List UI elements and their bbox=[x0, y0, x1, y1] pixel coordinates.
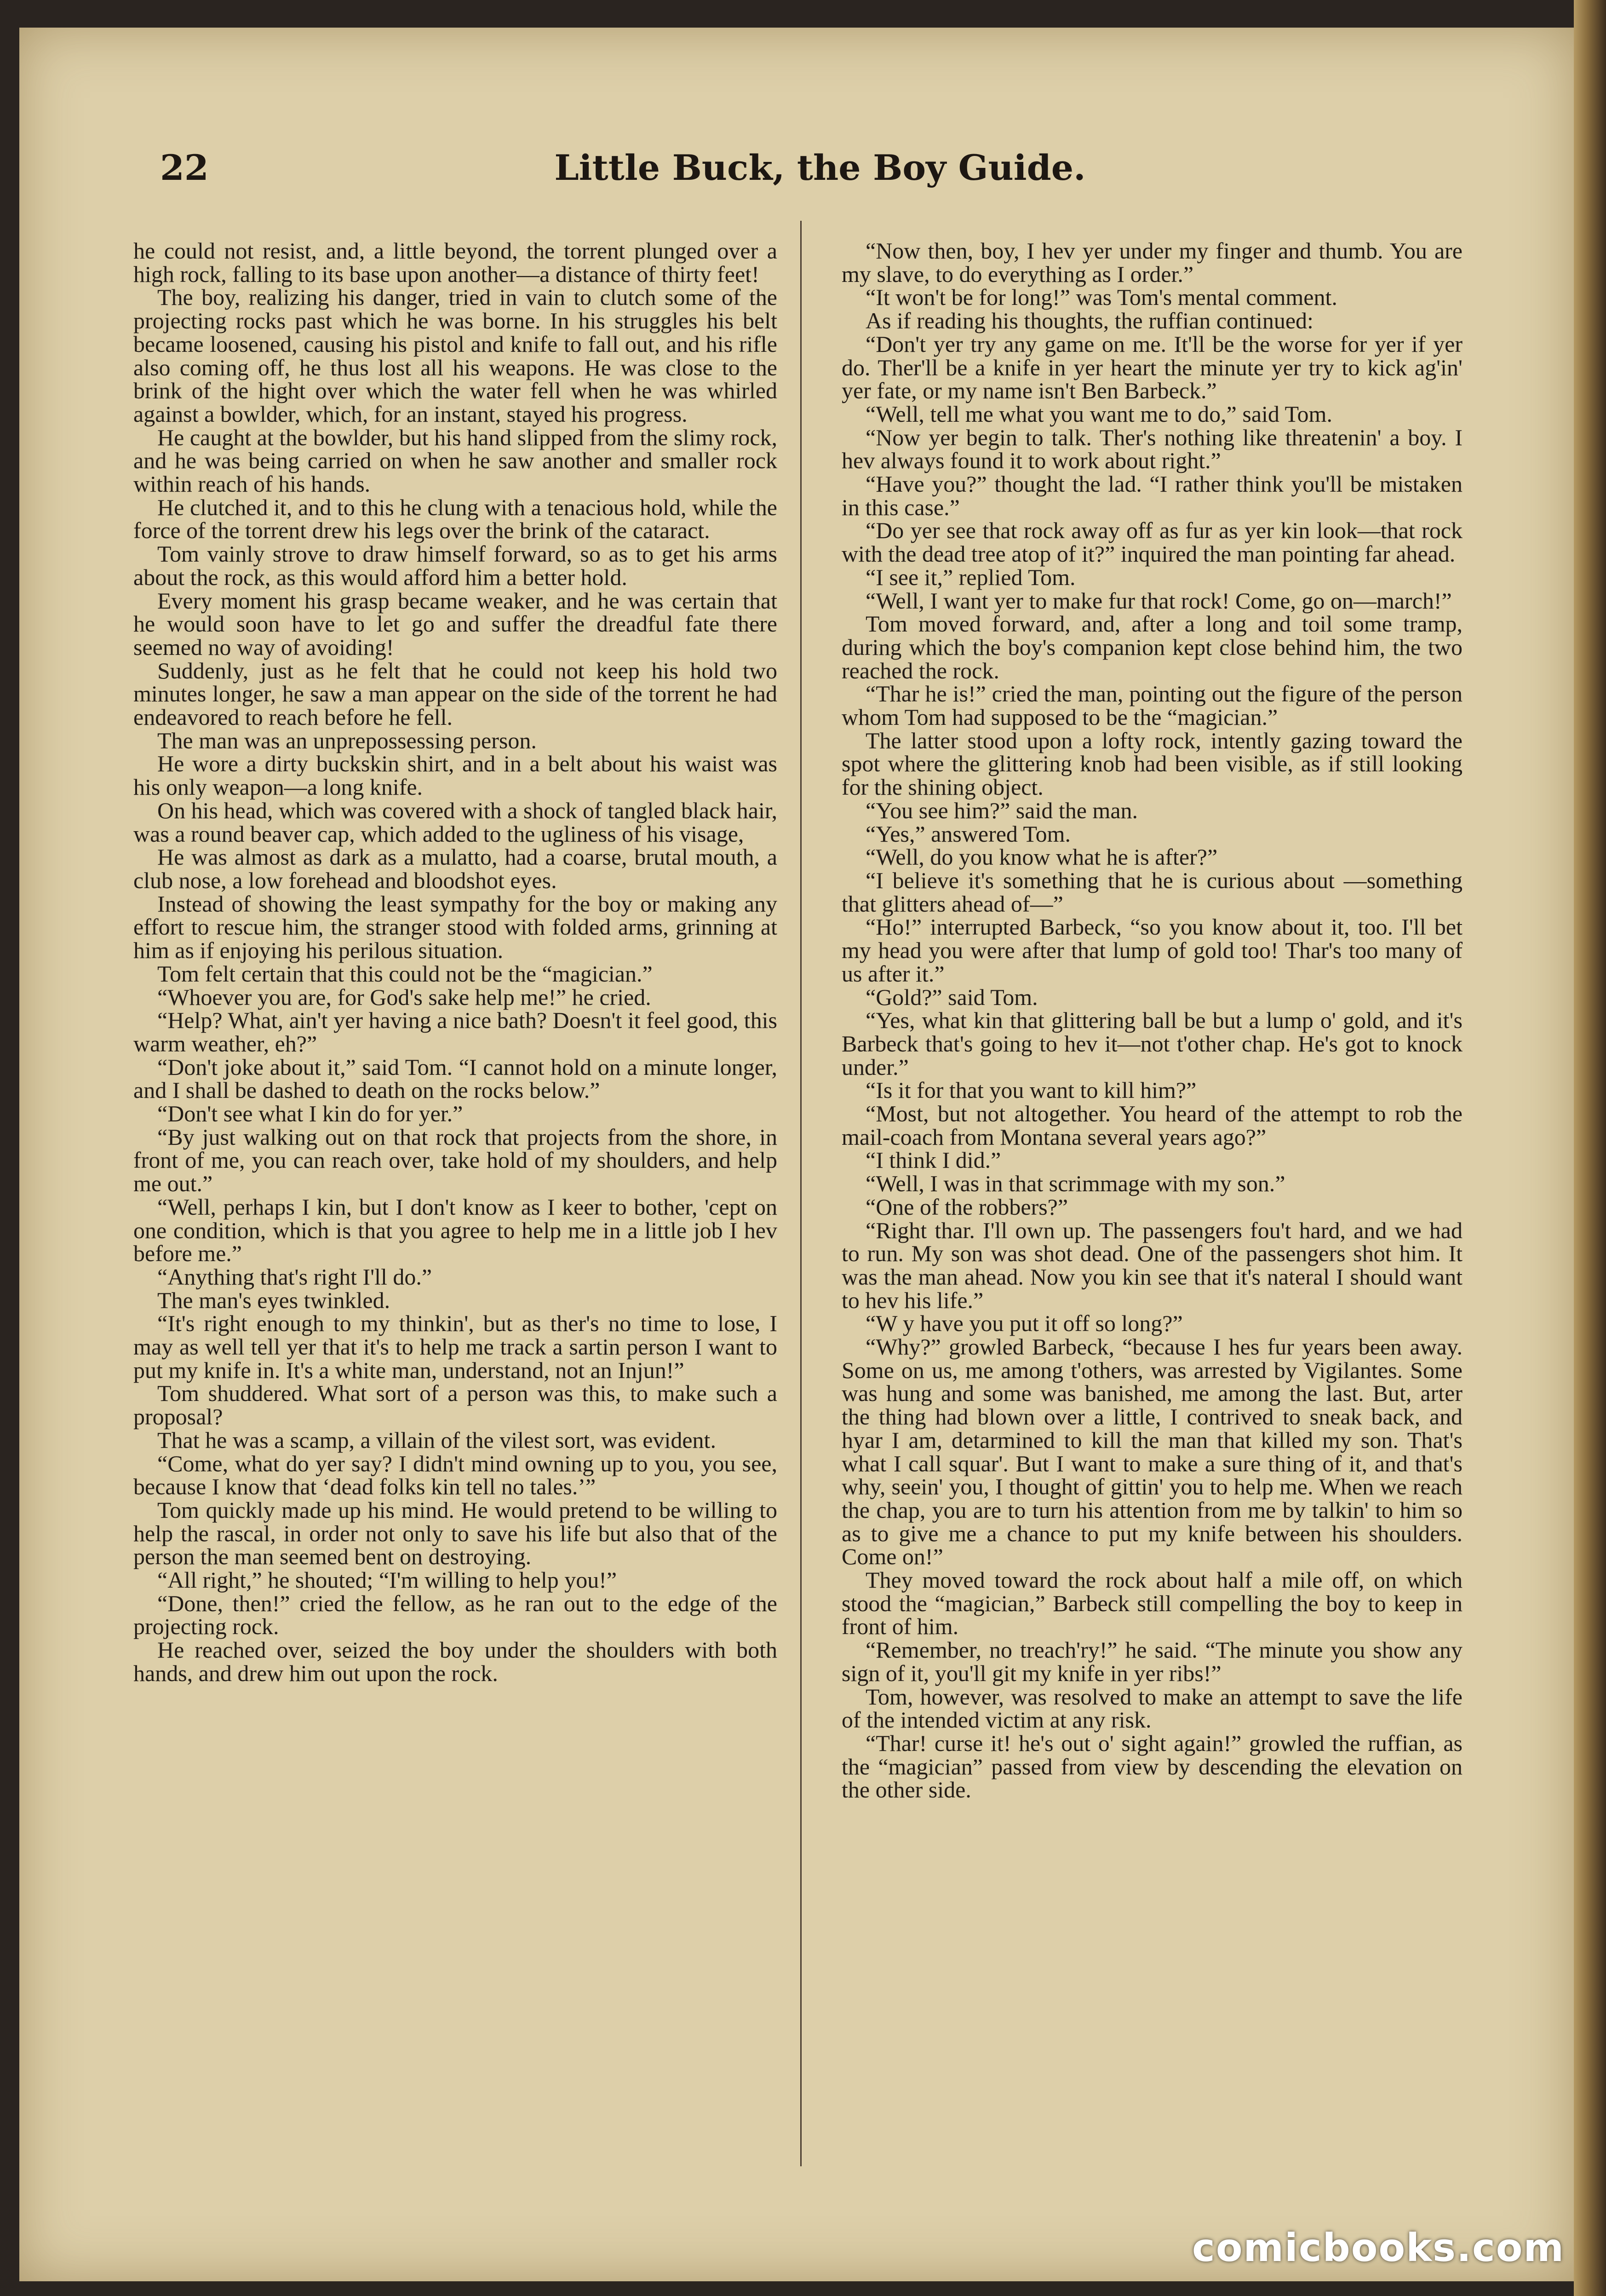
paragraph: Tom, however, was resolved to make an attempt to save the life of the intended victim at any risk. bbox=[842, 1683, 1463, 1733]
paragraph: He clutched it, and to this he clung with a tenacious hold, while the force of the torrent drew his legs over the brink of the cataract. bbox=[133, 494, 777, 544]
paragraph: “Have you?” thought the lad. “I rather think you'll be mistaken in this case.” bbox=[842, 471, 1463, 520]
paragraph: “Do yer see that rock away off as fur as yer kin look—that rock with the dead tree atop of it?” inquired the man pointing far ahead. bbox=[842, 517, 1463, 567]
right-column bbox=[842, 239, 1463, 1802]
paragraph: That he was a scamp, a villain of the vilest sort, was evident. bbox=[157, 1427, 716, 1453]
paragraph: Instead of showing the least sympathy for the boy or making any effort to rescue him, the stranger stood with folded arms, grinning at him as if enjoying his perilous situation. bbox=[133, 890, 777, 964]
paragraph: The man was an unprepossessing person. bbox=[157, 727, 537, 753]
paragraph: “Anything that's right I'll do.” bbox=[157, 1263, 432, 1290]
paragraph: “Ho!” interrupted Barbeck, “so you know about it, too. I'll bet my head you were after that lump of gold too! Thar's too many of us after it.” bbox=[842, 914, 1463, 987]
paragraph: He caught at the bowlder, but his hand slipped from the slimy rock, and he was being carried on when he saw another and smaller rock within reach of his hands. bbox=[133, 424, 777, 497]
paragraph: “Why?” growled Barbeck, “because I hes fur years been away. Some on us, me among t'others, was arrested by Vigilantes. Some was hung and some was banished, me among the last. But, arter the thing had blown over a little, I contrived to sneak back, and hyar I am, detarmined to kill the man that killed my son. That's what I call squar'. But I want to make a sure thing of it, and that's why, seein' you, I thought of gittin' you to help me. When we reach the chap, you are to turn his attention from me by talkin' to him so as to give me a chance to put my knife between his shoulders. Come on!” bbox=[842, 1334, 1463, 1570]
paragraph: “It won't be for long!” was Tom's mental comment. bbox=[866, 284, 1337, 310]
paragraph: “Don't see what I kin do for yer.” bbox=[157, 1101, 463, 1127]
paragraph: “Thar! curse it! he's out o' sight again!” growled the ruffian, as the “magician” passed from view by descending the elevation on the other side. bbox=[842, 1730, 1463, 1803]
paragraph: “Don't joke about it,” said Tom. “I cannot hold on a minute longer, and I shall be dashed to death on the rocks below.” bbox=[133, 1054, 777, 1103]
paragraph: he could not resist, and, a little beyond, the torrent plunged over a high rock, falling to its base upon another—a distance of thirty feet! bbox=[133, 238, 777, 287]
paragraph: “Thar he is!” cried the man, pointing out the figure of the person whom Tom had supposed to be the “magician.” bbox=[842, 681, 1463, 730]
paragraph: “Help? What, ain't yer having a nice bath? Doesn't it feel good, this warm weather, eh?” bbox=[133, 1007, 777, 1056]
paragraph: They moved toward the rock about half a mile off, on which stood the “magician,” Barbeck still compelling the boy to keep in front of him. bbox=[842, 1567, 1463, 1640]
paragraph: He wore a dirty buckskin shirt, and in a belt about his waist was his only weapon—a long knife. bbox=[133, 751, 777, 800]
page-number: 22 bbox=[160, 147, 209, 188]
paragraph: “Come, what do yer say? I didn't mind owning up to you, you see, because I know that ‘dead folks kin tell no tales.’” bbox=[133, 1450, 777, 1500]
paragraph: Tom moved forward, and, after a long and toil some tramp, during which the boy's companion kept close behind him, the two reached the rock. bbox=[842, 611, 1463, 683]
paragraph: “Well, tell me what you want me to do,” said Tom. bbox=[866, 401, 1332, 427]
paragraph: “Yes, what kin that glittering ball be but a lump o' gold, and it's Barbeck that's going to hev it—not t'other chap. He's got to knock under.” bbox=[842, 1007, 1463, 1080]
paragraph: “Well, I was in that scrimmage with my son.” bbox=[866, 1171, 1285, 1197]
paragraph: The man's eyes twinkled. bbox=[157, 1287, 390, 1313]
paragraph: “Whoever you are, for God's sake help me!” he cried. bbox=[157, 984, 651, 1010]
paragraph: Every moment his grasp became weaker, and he was certain that he would soon have to let go and suffer the dreadful fate there seemed no way of avoiding! bbox=[133, 587, 777, 660]
paragraph: “I think I did.” bbox=[866, 1147, 1001, 1173]
paragraph: The boy, realizing his danger, tried in vain to clutch some of the projecting rocks past which he was borne. In his struggles his belt became loosened, causing his pistol and knife to fall out, and his rifle also coming off, he thus lost all his weapons. He was close to the brink of the hight over which the water fell when he was whirled against a bowlder, which, for an instant, stayed his progress. bbox=[133, 284, 777, 427]
paragraph: “Most, but not altogether. You heard of the attempt to rob the mail-coach from Montana several years ago?” bbox=[842, 1101, 1463, 1150]
paragraph: “All right,” he shouted; “I'm willing to help you!” bbox=[157, 1567, 617, 1593]
paragraph: On his head, which was covered with a shock of tangled black hair, was a round beaver cap, which added to the ugliness of his visage, bbox=[133, 797, 777, 847]
book-spine-edge bbox=[1574, 0, 1606, 2296]
paragraph: “One of the robbers?” bbox=[866, 1194, 1068, 1220]
paragraph: “Don't yer try any game on me. It'll be the worse for yer if yer do. Ther'll be a knife in yer heart the minute yer try to kick ag'in' yer fate, or my name isn't Ben Barbeck.” bbox=[842, 331, 1463, 404]
column-divider bbox=[800, 221, 802, 2166]
paragraph: The latter stood upon a lofty rock, intently gazing toward the spot where the glittering knob had been visible, as if still looking for the shining object. bbox=[842, 727, 1463, 800]
paragraph: “Right thar. I'll own up. The passengers fou't hard, and we had to run. My son was shot dead. One of the passengers shot him. It was the man ahead. Now you kin see that it's nateral I should want to hev his life.” bbox=[842, 1217, 1463, 1313]
paragraph: Tom vainly strove to draw himself forward, so as to get his arms about the rock, as this would afford him a better hold. bbox=[133, 541, 777, 590]
paragraph: Suddenly, just as he felt that he could not keep his hold two minutes longer, he saw a man appear on the side of the torrent he had endeavored to reach before he fell. bbox=[133, 657, 777, 730]
paragraph: He was almost as dark as a mulatto, had a coarse, brutal mouth, a club nose, a low forehead and bloodshot eyes. bbox=[133, 844, 777, 893]
paragraph: “Now then, boy, I hev yer under my finger and thumb. You are my slave, to do everything as I order.” bbox=[842, 238, 1463, 287]
paragraph: “Well, I want yer to make fur that rock! Come, go on—march!” bbox=[866, 587, 1452, 614]
paragraph: As if reading his thoughts, the ruffian continued: bbox=[866, 308, 1313, 334]
paragraph: “Done, then!” cried the fellow, as he ran out to the edge of the projecting rock. bbox=[133, 1590, 777, 1640]
paragraph: Tom shuddered. What sort of a person was this, to make such a proposal? bbox=[133, 1380, 777, 1430]
paragraph: Tom quickly made up his mind. He would pretend to be willing to help the rascal, in order not only to save his life but also that of the person the man seemed bent on destroying. bbox=[133, 1497, 777, 1570]
paragraph: “Is it for that you want to kill him?” bbox=[866, 1077, 1197, 1103]
paragraph: “I believe it's something that he is curious about —something that glitters ahead of—” bbox=[842, 867, 1463, 917]
paragraph: “Well, do you know what he is after?” bbox=[866, 844, 1218, 870]
page-header bbox=[160, 147, 1480, 212]
watermark: comicbooks.com bbox=[1192, 2225, 1565, 2270]
paragraph: He reached over, seized the boy under the shoulders with both hands, and drew him out upon the rock. bbox=[133, 1637, 777, 1686]
paragraph: “Well, perhaps I kin, but I don't know as I keer to bother, 'cept on one condition, which is that you agree to help me in a little job I hev before me.” bbox=[133, 1194, 777, 1267]
paragraph: “Yes,” answered Tom. bbox=[866, 821, 1071, 847]
running-title: Little Buck, the Boy Guide. bbox=[554, 147, 1086, 188]
paragraph: “It's right enough to my thinkin', but as ther's no time to lose, I may as well tell yer that it's to help me track a sartin person I want to put my knife in. It's a white man, understand, not an Injun!” bbox=[133, 1310, 777, 1383]
paragraph: “Now yer begin to talk. Ther's nothing like threatenin' a boy. I hev always found it to work about right.” bbox=[842, 424, 1463, 474]
left-column bbox=[133, 239, 777, 1685]
paragraph: “I see it,” replied Tom. bbox=[866, 564, 1076, 590]
paragraph: “Remember, no treach'ry!” he said. “The minute you show any sign of it, you'll git my knife in yer ribs!” bbox=[842, 1637, 1463, 1686]
paragraph: “You see him?” said the man. bbox=[866, 797, 1138, 823]
paragraph: “Gold?” said Tom. bbox=[866, 984, 1038, 1010]
paragraph: Tom felt certain that this could not be the “magician.” bbox=[157, 960, 653, 987]
paragraph: “W y have you put it off so long?” bbox=[866, 1310, 1183, 1337]
paragraph: “By just walking out on that rock that projects from the shore, in front of me, you can reach over, take hold of my shoulders, and help me out.” bbox=[133, 1124, 777, 1197]
